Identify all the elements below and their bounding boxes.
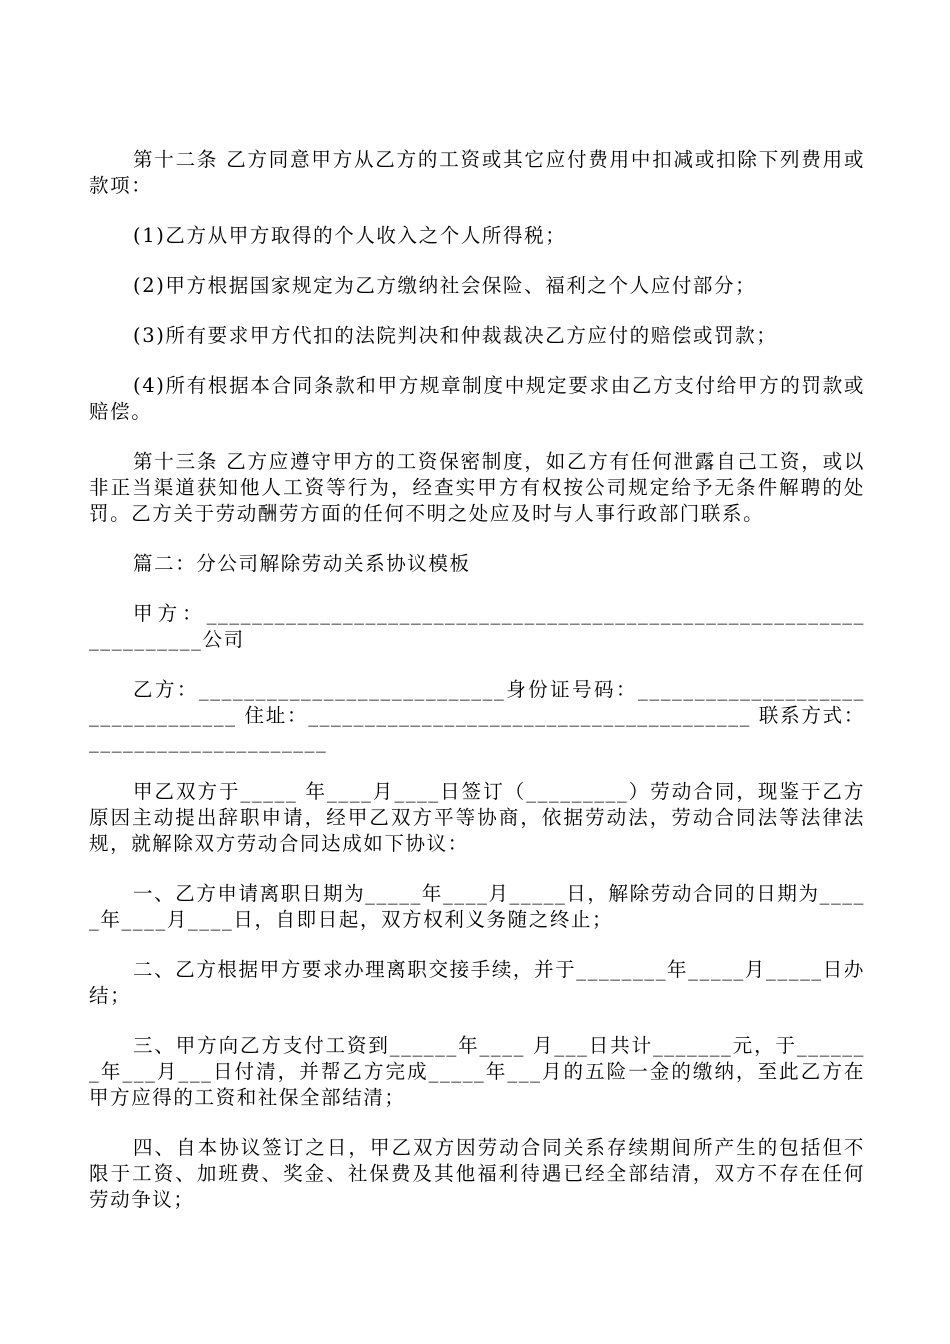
- agreement-item-3: 三、甲方向乙方支付工资到______年____ 月___日共计_______元，于_______年___月___日付清，并帮乙方完成_____年___月的五险一金的缴纳，至此乙方在甲方应得的工资和社保全部结清；: [89, 1034, 865, 1109]
- article-12-item-4: (4)所有根据本合同条款和甲方规章制度中规定要求由乙方支付给甲方的罚款或赔偿。: [89, 374, 865, 423]
- party-a-field: 甲方：____________________________________________________________________公司: [89, 602, 865, 651]
- document-page: [89, 147, 865, 1237]
- article-13: 第十三条 乙方应遵守甲方的工资保密制度，如乙方有任何泄露自己工资，或以非正当渠道获知他人工资等行为，经查实甲方有权按公司规定给予无条件解聘的处罚。乙方关于劳动酬劳方面的任何不明之处应及时与人事行政部门联系。: [89, 450, 865, 525]
- agreement-item-4: 四、自本协议签订之日，甲乙双方因劳动合同关系存续期间所产生的包括但不限于工资、加班费、奖金、社保费及其他福利待遇已经全部结清，双方不存在任何劳动争议；: [89, 1136, 865, 1211]
- agreement-item-1: 一、乙方申请离职日期为_____年____月_____日，解除劳动合同的日期为_____年____月____日，自即日起，双方权利义务随之终止；: [89, 882, 865, 931]
- party-b-field: 乙方：___________________________身份证号码：_________________________________ 住址：_______________________________________ 联系方式：_____________________: [89, 678, 865, 753]
- agreement-intro: 甲乙双方于_____ 年____月____日签订（_________）劳动合同，现鉴于乙方原因主动提出辞职申请，经甲乙双方平等协商，依据劳动法，劳动合同法等法律法规，就解除双方劳动合同达成如下协议：: [89, 780, 865, 855]
- agreement-item-2: 二、乙方根据甲方要求办理离职交接手续，并于________年_____月_____日办结；: [89, 958, 865, 1007]
- section-heading: 篇二：分公司解除劳动关系协议模板: [133, 552, 471, 575]
- article-12-item-1: (1)乙方从甲方取得的个人收入之个人所得税；: [133, 224, 567, 247]
- article-12-item-3: (3)所有要求甲方代扣的法院判决和仲裁裁决乙方应付的赔偿或罚款；: [133, 324, 778, 347]
- article-12-item-2: (2)甲方根据国家规定为乙方缴纳社会保险、福利之个人应付部分；: [133, 274, 757, 297]
- article-12: 第十二条 乙方同意甲方从乙方的工资或其它应付费用中扣减或扣除下列费用或款项：: [89, 148, 865, 197]
